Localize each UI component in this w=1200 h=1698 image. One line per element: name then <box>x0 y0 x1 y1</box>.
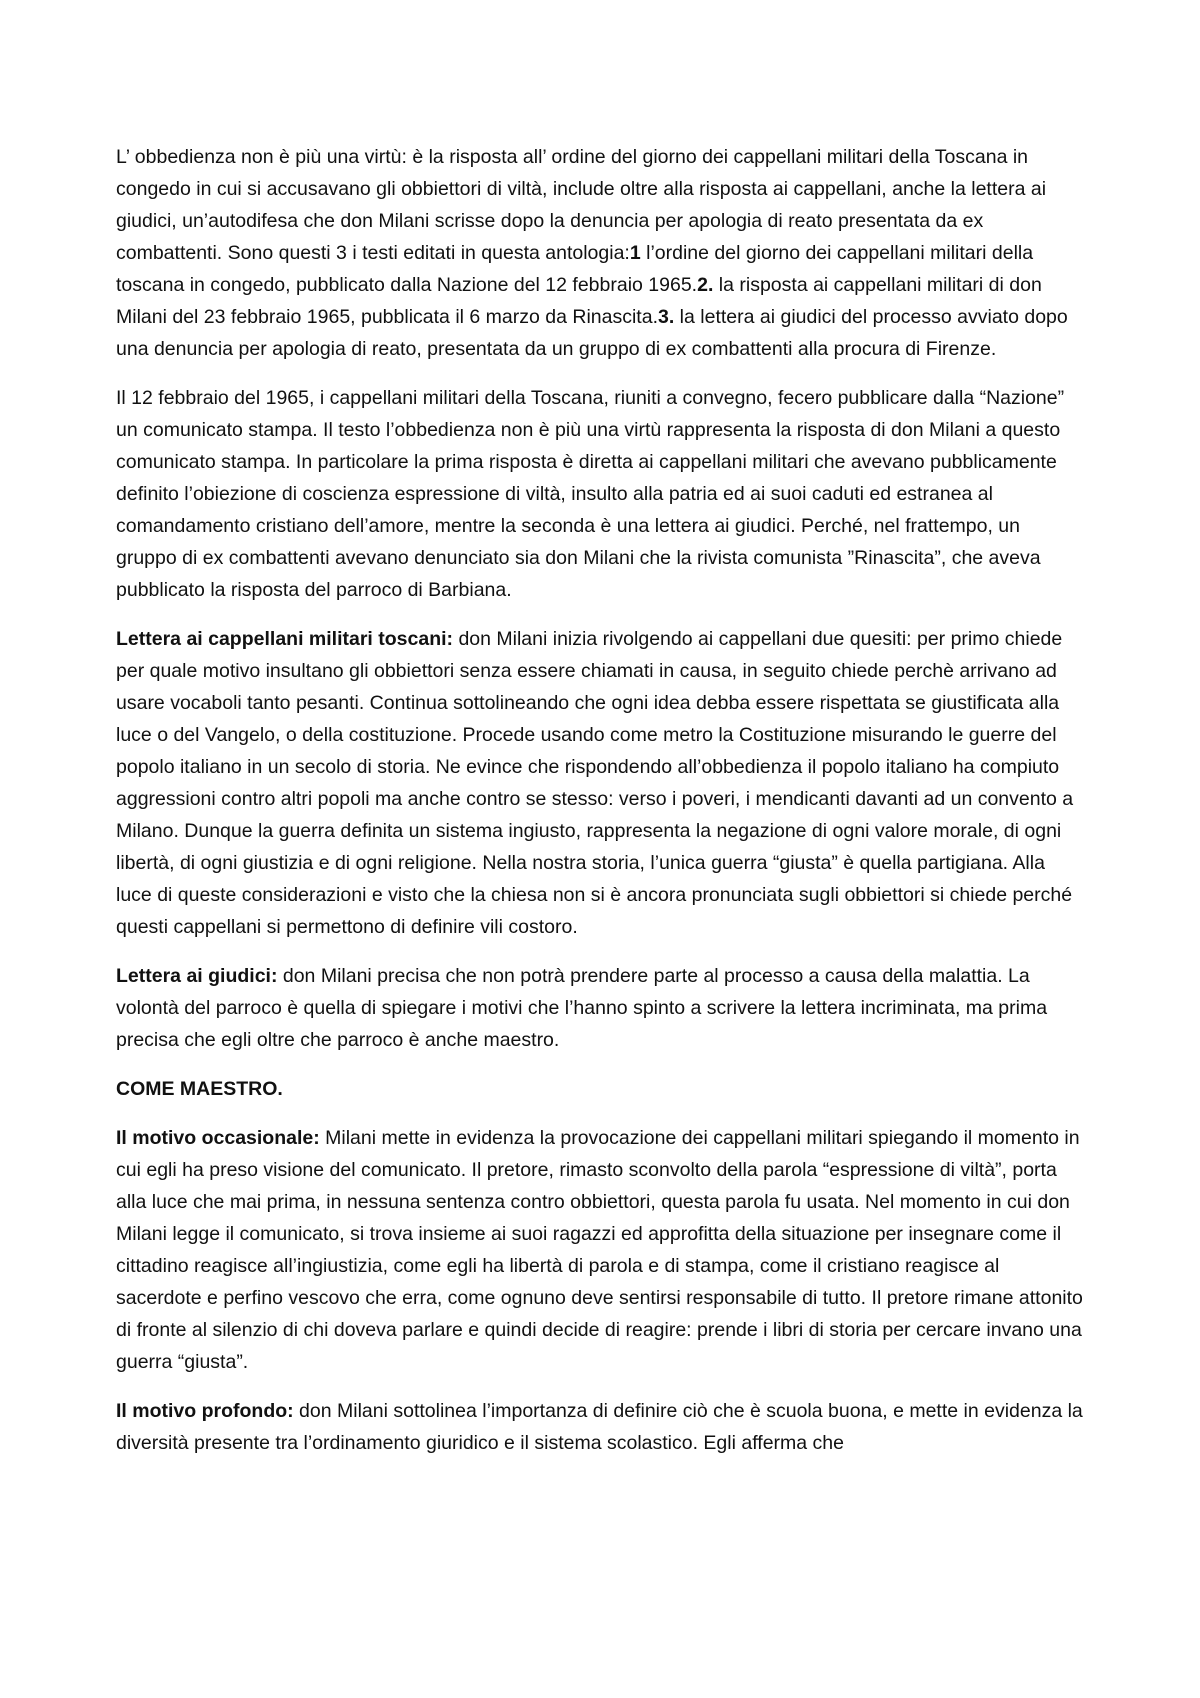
document-body <box>116 141 1086 1476</box>
deep-motive-label: Il motivo profondo: <box>116 1400 294 1422</box>
chaplains-letter-label: Lettera ai cappellani militari toscani: <box>116 628 454 650</box>
intro-paragraph: L’ obbedienza non è più una virtù: è la risposta all’ ordine del giorno dei cappellani militari della Toscana in congedo in cui si accusavano gli obbiettori di viltà, include oltre alla risposta ai cappellani, anche la lettera ai giudici, un’autodifesa che don Milani scrisse dopo la denuncia per apologia di reato presentata da ex combattenti. Sono questi 3 i testi editati in questa antologia:1 l’ordine del giorno dei cappellani militari della toscana in congedo, pubblicato dalla Nazione del 12 febbraio 1965.2. la risposta ai cappellani militari di don Milani del 23 febbraio 1965, pubblicata il 6 marzo da Rinascita.3. la lettera ai giudici del processo avviato dopo una denuncia per apologia di reato, presentata da un gruppo di ex combattenti alla procura di Firenze. <box>116 146 1068 360</box>
list-number-1: 1 <box>629 242 641 264</box>
list-number-3: 3. <box>657 306 675 328</box>
judges-letter-paragraph: Lettera ai giudici: don Milani precisa che non potrà prendere parte al processo a causa della malattia. La volontà del parroco è quella di spiegare i motivi che l’hanno spinto a scrivere la lettera incriminata, ma prima precisa che egli oltre che parroco è anche maestro. <box>116 965 1048 1051</box>
deep-motive-paragraph: Il motivo profondo: don Milani sottolinea l’importanza di definire ciò che è scuola buona, e mette in evidenza la diversità presente tra l’ordinamento giuridico e il sistema scolastico. Egli afferma che <box>116 1400 1083 1454</box>
context-paragraph: Il 12 febbraio del 1965, i cappellani militari della Toscana, riuniti a convegno, fecero pubblicare dalla “Nazione” un comunicato stampa. Il testo l’obbedienza non è più una virtù rappresenta la risposta di don Milani a questo comunicato stampa. In particolare la prima risposta è diretta ai cappellani militari che avevano pubblicamente definito l’obiezione di coscienza espressione di viltà, insulto alla patria ed ai suoi caduti ed estranea al comandamento cristiano dell’amore, mentre la seconda è una lettera ai giudici. Perché, nel frattempo, un gruppo di ex combattenti avevano denunciato sia don Milani che la rivista comunista ”Rinascita”, che aveva pubblicato la risposta del parroco di Barbiana. <box>116 387 1065 601</box>
list-number-2: 2. <box>697 274 714 296</box>
judges-letter-label: Lettera ai giudici: <box>116 965 278 987</box>
occasional-motive-label: Il motivo occasionale: <box>116 1127 320 1149</box>
chaplains-letter-paragraph: Lettera ai cappellani militari toscani: don Milani inizia rivolgendo ai cappellani due quesiti: per primo chiede per quale motivo insultano gli obbiettori senza essere chiamati in causa, in seguito chiede perchè arrivano ad usare vocaboli tanto pesanti. Continua sottolineando che ogni idea debba essere rispettata se giustificata alla luce o del Vangelo, o della costituzione. Procede usando come metro la Costituzione misurando le guerre del popolo italiano in un secolo di storia. Ne evince che rispondendo all’obbedienza il popolo italiano ha compiuto aggressioni contro altri popoli ma anche contro se stesso: verso i poveri, i mendicanti davanti ad un convento a Milano. Dunque la guerra definita un sistema ingiusto, rappresenta la negazione di ogni valore morale, di ogni libertà, di ogni giustizia e di ogni religione. Nella nostra storia, l’unica guerra “giusta” è quella partigiana. Alla luce di queste considerazioni e visto che la chiesa non si è ancora pronunciata sugli obbiettori si chiede perché questi cappellani si permettono di definire vili costoro. <box>116 628 1074 938</box>
section-heading: COME MAESTRO. <box>116 1078 283 1100</box>
occasional-motive-paragraph: Il motivo occasionale: Milani mette in evidenza la provocazione dei cappellani militari spiegando il momento in cui egli ha preso visione del comunicato. Il pretore, rimasto sconvolto della parola “espressione di viltà”, porta alla luce che mai prima, in nessuna sentenza contro obbiettori, questa parola fu usata. Nel momento in cui don Milani legge il comunicato, si trova insieme ai suoi ragazzi ed approfitta della situazione per insegnare come il cittadino reagisce all’ingiustizia, come egli ha libertà di parola e di stampa, come il cristiano reagisce al sacerdote e perfino vescovo che erra, come ognuno deve sentirsi responsabile di tutto. Il pretore rimane attonito di fronte al silenzio di chi doveva parlare e quindi decide di reagire: prende i libri di storia per cercare invano una guerra “giusta”. <box>116 1127 1083 1373</box>
